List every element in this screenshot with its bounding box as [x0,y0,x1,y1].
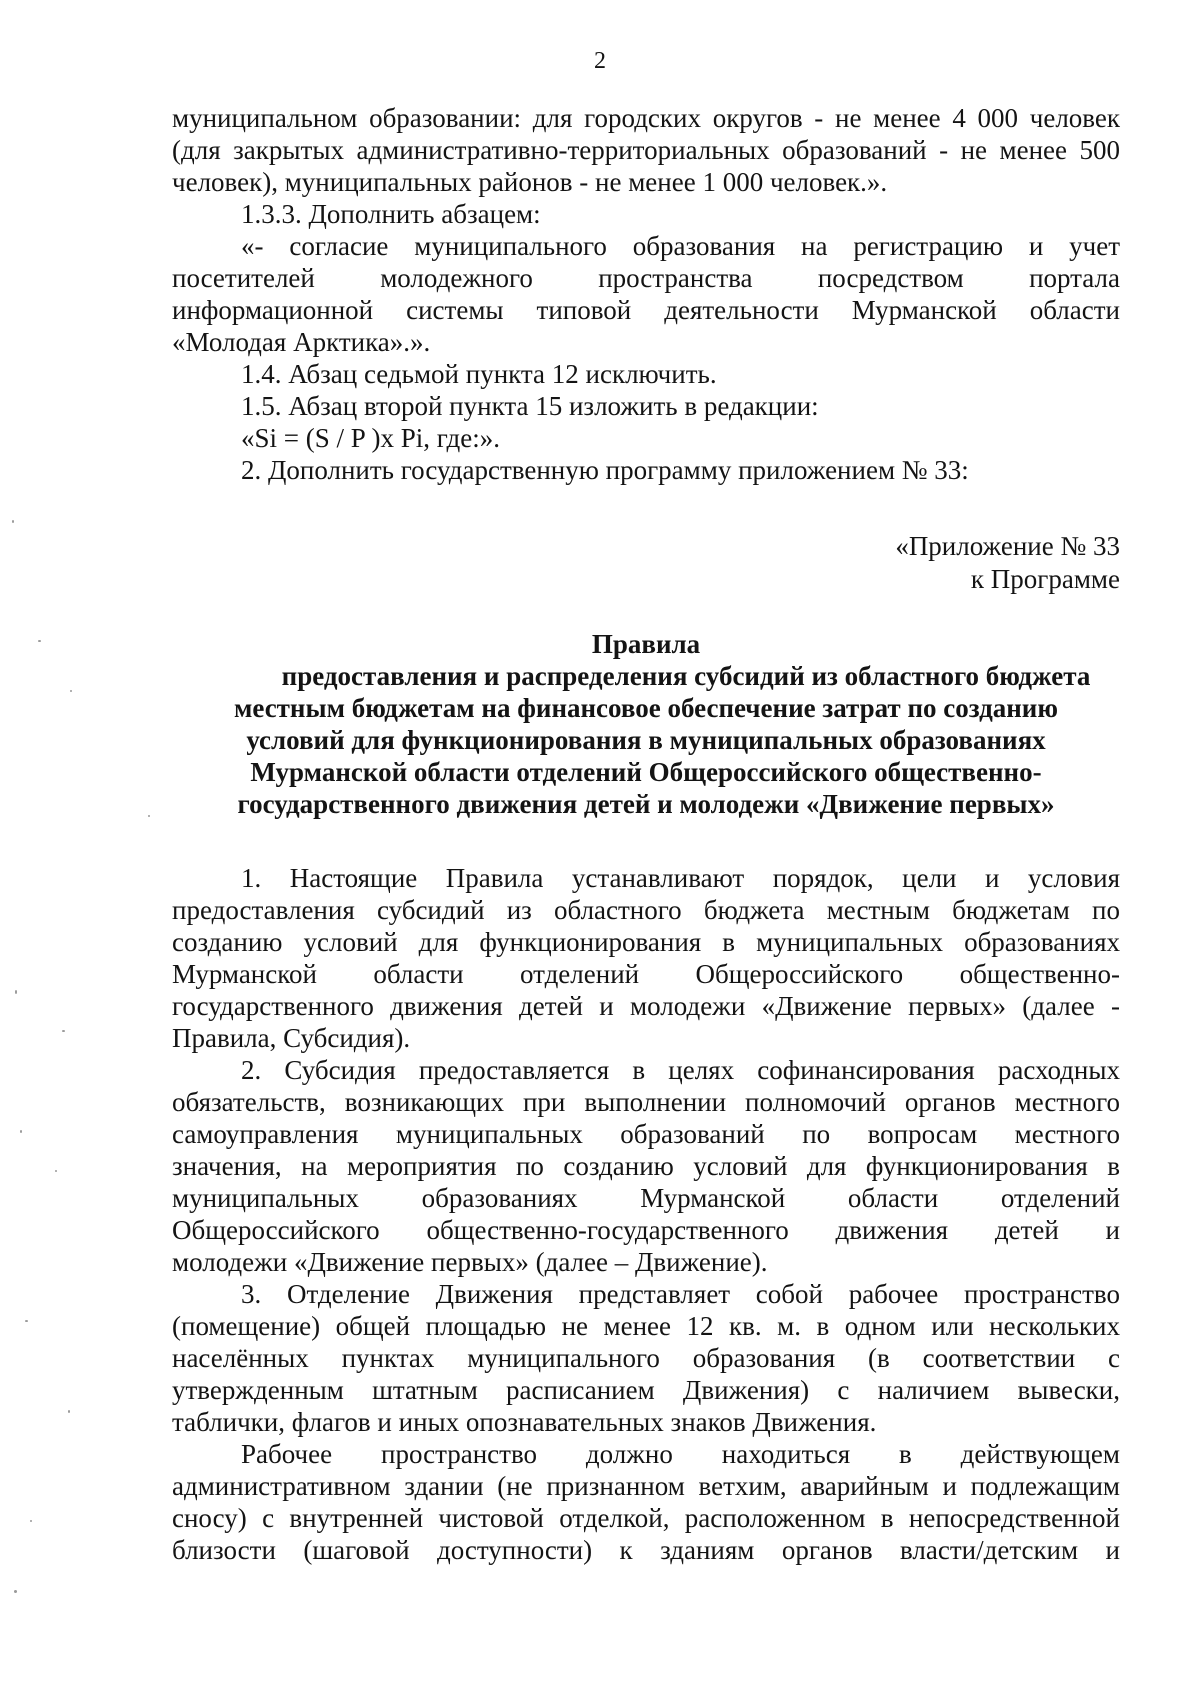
text-line: муниципальных образованиях Мурманской области отделений [172,1183,1120,1213]
rules-body [172,862,1120,1566]
title-heading: Правила [591,629,701,659]
text-line: обязательств, возникающих при выполнении полномочий органов местного [172,1087,1120,1117]
text-line: информационной системы типовой деятельности Мурманской области [172,295,1120,325]
text-line: (для закрытых административно-территориальных образований - не менее 500 [172,135,1120,165]
title-line: местным бюджетам на финансовое обеспечение затрат по созданию [233,693,1058,723]
text-line: 1.5. Абзац второй пункта 15 изложить в редакции: [241,391,819,421]
text-line: 1.4. Абзац седьмой пункта 12 исключить. [241,359,717,389]
amendments-text [172,102,1120,486]
text-line: 2. Дополнить государственную программу приложением № 33: [241,455,969,485]
text-line: «- согласие муниципального образования на регистрацию и учет [241,231,1120,261]
text-line: молодежи «Движение первых» (далее – Движение). [172,1247,768,1277]
appendix-line-1: «Приложение № 33 [895,531,1120,561]
rules-title [172,628,1120,820]
text-line: 1.3.3. Дополнить абзацем: [241,199,541,229]
text-line: Рабочее пространство должно находиться в действующем [241,1439,1120,1469]
text-line: близости (шаговой доступности) к зданиям органов власти/детским и [172,1535,1120,1565]
text-line: (помещение) общей площадью не менее 12 кв. м. в одном или нескольких [172,1311,1120,1341]
text-line: значения, на мероприятия по созданию условий для функционирования в [172,1151,1120,1181]
text-line: муниципальном образовании: для городских округов - не менее 4 000 человек [172,103,1120,133]
text-line: утвержденным штатным расписанием Движения) с наличием вывески, [172,1375,1120,1405]
text-line: предоставления субсидий из областного бюджета местным бюджетам по [172,895,1120,925]
appendix-reference [895,530,1120,596]
title-line: условий для функционирования в муниципальных образованиях [246,725,1046,755]
text-line: Общероссийского общественно-государственного движения детей и [172,1215,1120,1245]
text-line: населённых пунктах муниципального образования (в соответствии с [172,1343,1120,1373]
appendix-line-2: к Программе [970,564,1120,594]
text-line: административном здании (не признанном ветхим, аварийным и подлежащим [172,1471,1120,1501]
text-line: Мурманской области отделений Общероссийского общественно- [172,959,1120,989]
text-line: посетителей молодежного пространства посредством портала [172,263,1120,293]
text-line: самоуправления муниципальных образований по вопросам местного [172,1119,1120,1149]
text-line: «Молодая Арктика».». [172,327,431,357]
text-line: 3. Отделение Движения представляет собой рабочее пространство [241,1279,1120,1309]
page-number: 2 [594,48,606,74]
text-line: государственного движения детей и молодежи «Движение первых» (далее - [172,991,1120,1021]
text-line: «Si = (S / P )x Pi, где:». [241,423,500,453]
text-line: человек), муниципальных районов - не менее 1 000 человек.». [172,167,888,197]
text-line: Правила, Субсидия). [172,1023,411,1053]
title-line: Мурманской области отделений Общероссийского общественно- [250,757,1042,787]
text-line: 1. Настоящие Правила устанавливают порядок, цели и условия [241,863,1120,893]
title-line: предоставления и распределения субсидий из областного бюджета [281,661,1091,691]
text-line: сносу) с внутренней чистовой отделкой, расположенном в непосредственной [172,1503,1120,1533]
title-line: государственного движения детей и молодежи «Движение первых» [237,789,1055,819]
text-line: созданию условий для функционирования в муниципальных образованиях [172,927,1120,957]
text-line: 2. Субсидия предоставляется в целях софинансирования расходных [241,1055,1120,1085]
text-line: таблички, флагов и иных опознавательных знаков Движения. [172,1407,877,1437]
